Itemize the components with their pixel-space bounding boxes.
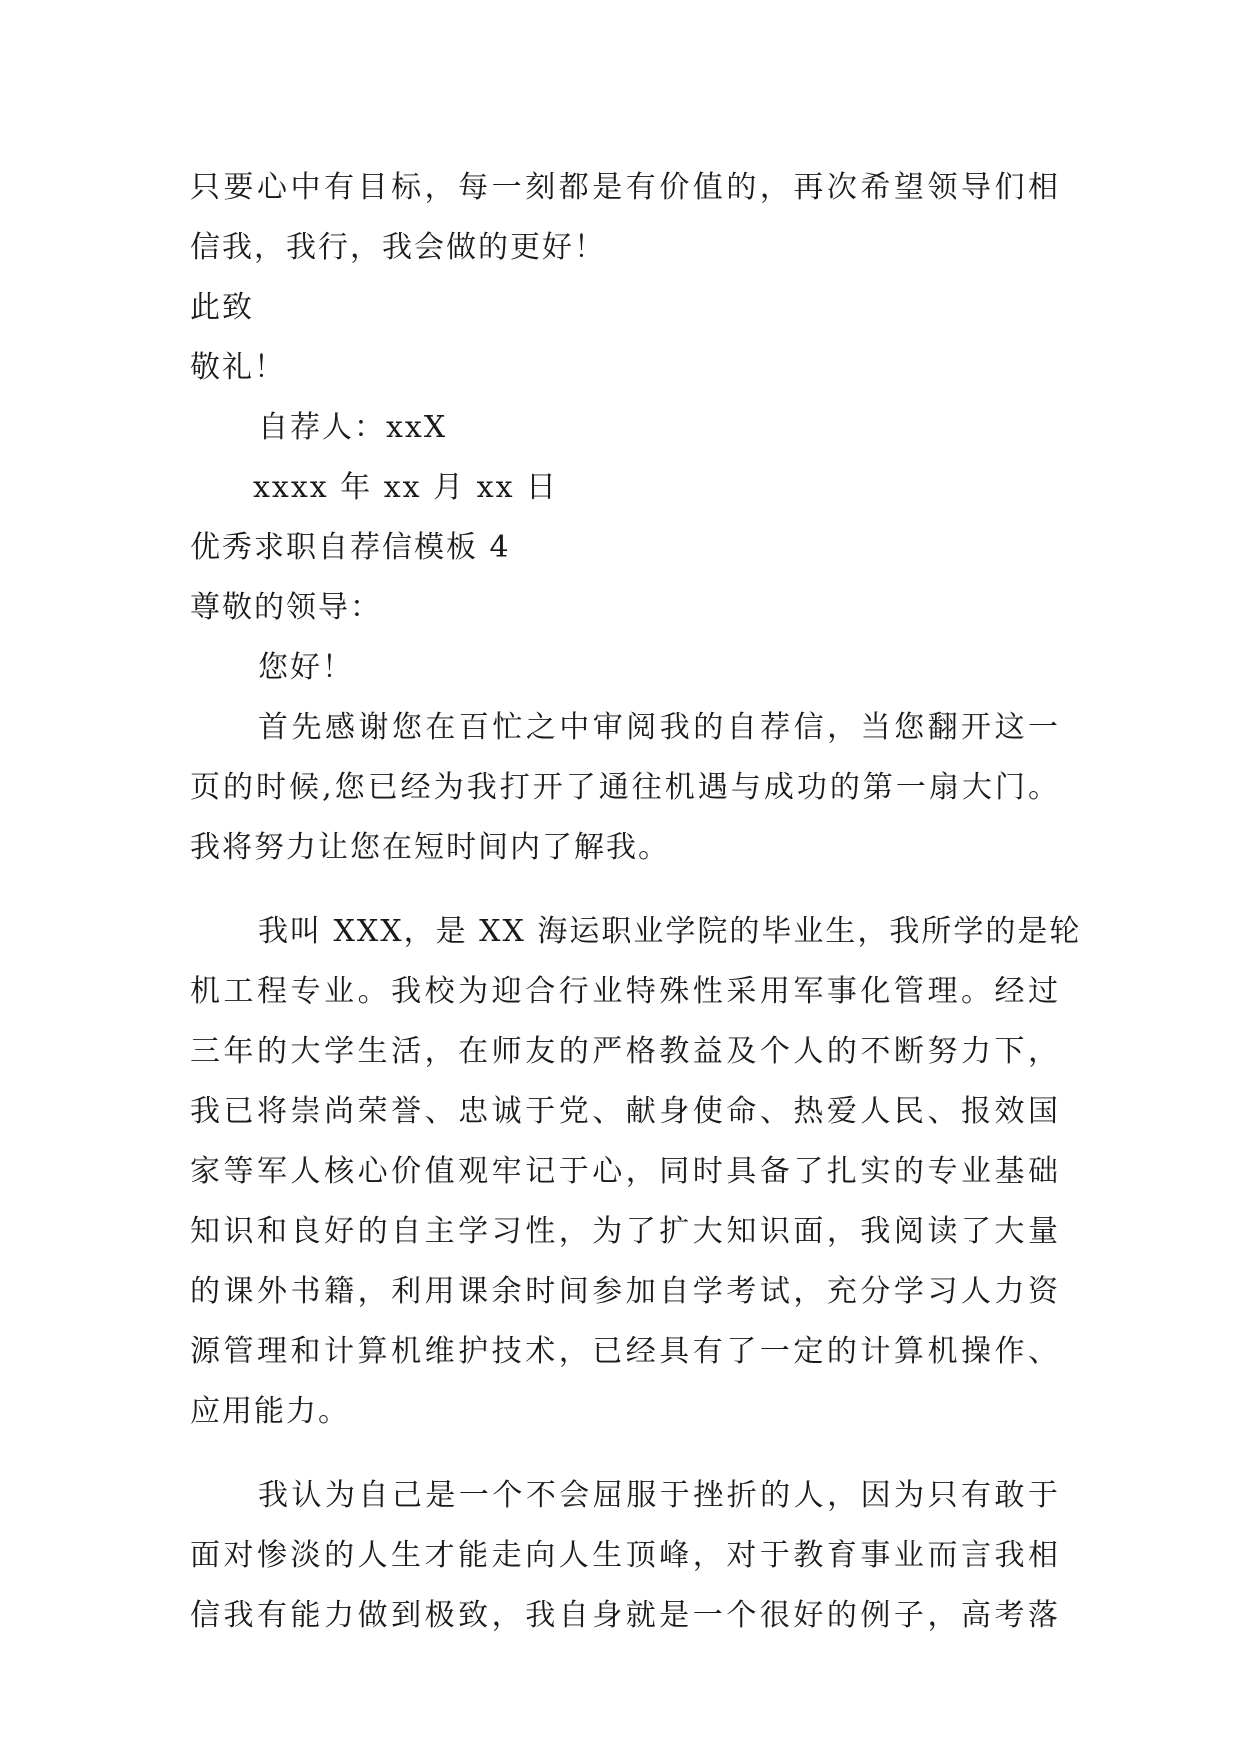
paragraph-line: 信我，我行，我会做的更好！: [190, 230, 606, 265]
paragraph-line: 页的时候,您已经为我打开了通往机遇与成功的第一扇大门。: [190, 770, 1060, 805]
paragraph-line: 家等军人核心价值观牢记于心，同时具备了扎实的专业基础: [190, 1154, 1060, 1189]
section-title: 优秀求职自荐信模板 4: [190, 530, 511, 565]
paragraph-line: 机工程专业。我校为迎合行业特殊性采用军事化管理。经过: [190, 974, 1060, 1009]
paragraph-line: 我认为自己是一个不会屈服于挫折的人，因为只有敢于: [258, 1478, 1060, 1513]
paragraph-line: 的课外书籍，利用课余时间参加自学考试，充分学习人力资: [190, 1274, 1060, 1309]
paragraph-line: 应用能力。: [190, 1394, 350, 1429]
greeting-line: 您好！: [258, 650, 354, 685]
paragraph-line: 我将努力让您在短时间内了解我。: [190, 830, 670, 865]
greeting: 尊敬的领导：: [190, 590, 382, 625]
paragraph-line: 我叫 XXX，是 XX 海运职业学院的毕业生，我所学的是轮: [258, 914, 1082, 949]
paragraph-line: 源管理和计算机维护技术，已经具有了一定的计算机操作、: [190, 1334, 1060, 1369]
signature: 自荐人：xxX: [258, 410, 448, 445]
paragraph-line: 只要心中有目标，每一刻都是有价值的，再次希望领导们相: [190, 170, 1060, 205]
date-line: xxxx 年 xx 月 xx 日: [253, 470, 559, 505]
paragraph-line: 面对惨淡的人生才能走向人生顶峰，对于教育事业而言我相: [190, 1538, 1060, 1573]
paragraph-line: 三年的大学生活，在师友的严格教益及个人的不断努力下，: [190, 1034, 1060, 1069]
salutation-closing: 敬礼！: [190, 350, 286, 385]
paragraph-line: 我已将崇尚荣誉、忠诚于党、献身使命、热爱人民、报效国: [190, 1094, 1060, 1129]
paragraph-line: 知识和良好的自主学习性，为了扩大知识面，我阅读了大量: [190, 1214, 1060, 1249]
paragraph-line: 信我有能力做到极致，我自身就是一个很好的例子，高考落: [190, 1598, 1060, 1633]
closing-phrase: 此致: [190, 290, 254, 325]
paragraph-line: 首先感谢您在百忙之中审阅我的自荐信，当您翻开这一: [258, 710, 1060, 745]
